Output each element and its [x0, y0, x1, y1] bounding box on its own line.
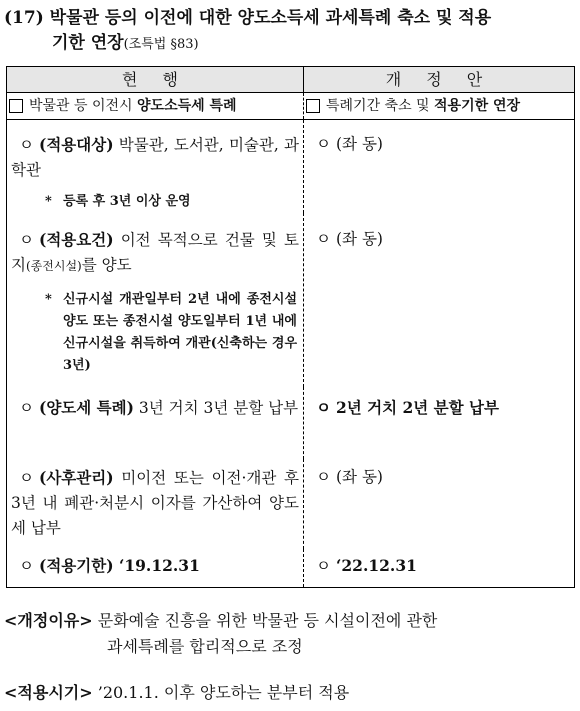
table-row: [7, 120, 575, 214]
effective-section: [4, 680, 349, 706]
subheader-proposed-text: 특례기간 축소 및: [326, 98, 435, 114]
checkbox-icon: [9, 99, 23, 113]
item-text: ‘19.12.31: [113, 556, 200, 575]
bullet-icon: ㅇ: [19, 231, 34, 249]
effective-label: <적용시기>: [4, 683, 93, 702]
subheader-current: [7, 93, 304, 120]
current-cell: [7, 549, 304, 588]
proposed-cell: [304, 213, 575, 387]
asterisk-icon: *: [45, 194, 52, 209]
table-row: [7, 387, 575, 459]
title-line-1: (17) 박물관 등의 이전에 대한 양도소득세 과세특례 축소 및 적용: [4, 8, 492, 28]
bullet-icon: ㅇ: [19, 557, 34, 575]
proposed-item: [304, 549, 574, 579]
checkbox-icon: [306, 99, 320, 113]
reason-text-2: 과세특례를 합리적으로 조정: [107, 637, 303, 656]
effective-text: ’20.1.1. 이후 양도하는 분부터 적용: [97, 683, 350, 702]
item-text-end: 를 양도: [81, 256, 132, 274]
bullet-icon: ㅇ: [316, 135, 331, 153]
item-text-small: (종전시설): [25, 259, 82, 273]
item-label: (사후관리): [39, 468, 114, 487]
item-text: ‘22.12.31: [336, 556, 417, 575]
proposed-item: [304, 213, 574, 252]
table-row: [7, 549, 575, 588]
bullet-icon: ㅇ: [316, 230, 331, 248]
proposed-cell: [304, 459, 575, 549]
current-cell: [7, 213, 304, 387]
footnote-text: 신규시설 개관일부터 2년 내에 종전시설 양도 또는 종전시설 양도일부터 1년 내에 신규시설을 취득하여 개관(신축하는 경우 3년): [63, 292, 297, 373]
reason-text-1: 문화예술 진흥을 위한 박물관 등 시설이전에 관한: [97, 611, 438, 630]
bullet-icon: ㅇ: [316, 557, 331, 575]
current-item: [7, 549, 303, 579]
current-item: [7, 387, 303, 421]
table-row: [7, 213, 575, 387]
item-label: (양도세 특례): [39, 398, 134, 417]
proposed-item: [304, 387, 574, 420]
item-text: 미이전 또는 이전·개관 후 3년 내 폐관·처분시 이자를 가산하여 양도세 납부: [11, 469, 299, 537]
current-item: [7, 120, 303, 183]
bullet-icon: ㅇ: [316, 398, 331, 417]
item-text: 2년 거치 2년 분할 납부: [336, 398, 499, 417]
proposed-cell: [304, 387, 575, 459]
item-text: (좌 동): [336, 230, 383, 248]
bullet-icon: ㅇ: [316, 468, 331, 486]
footnote: [7, 279, 303, 377]
current-item: [7, 213, 303, 279]
current-cell: [7, 120, 304, 214]
item-label: (적용요건): [39, 230, 114, 249]
proposed-cell: [304, 549, 575, 588]
footnote-text: 등록 후 3년 이상 운영: [63, 194, 191, 209]
reason-label: <개정이유>: [4, 611, 93, 630]
bullet-icon: ㅇ: [19, 469, 34, 487]
item-label: (적용기한): [39, 556, 114, 575]
reason-line-1: [4, 608, 576, 634]
proposed-cell: [304, 120, 575, 214]
asterisk-icon: *: [45, 292, 52, 307]
header-proposed: 개 정 안: [304, 67, 575, 93]
proposed-item: [304, 459, 574, 490]
subheader-proposed: [304, 93, 575, 120]
item-text: 3년 거치 3년 분할 납부: [133, 399, 299, 417]
item-label: (적용대상): [39, 135, 114, 154]
bullet-icon: ㅇ: [19, 136, 34, 154]
current-item: [7, 459, 303, 541]
proposed-item: [304, 120, 574, 157]
current-cell: [7, 387, 304, 459]
item-text: 박물관, 도서관, 미술관, 과학관: [11, 136, 299, 179]
subheader-proposed-bold: 적용기한 연장: [434, 98, 521, 114]
subheader-current-bold: 양도소득세 특례: [137, 98, 237, 114]
title-line-2-text: 기한 연장: [52, 33, 124, 53]
item-text: 이전 목적으로 건물 및 토지: [11, 231, 299, 274]
table-row: [7, 459, 575, 549]
subheader-current-text: 박물관 등 이전시: [29, 98, 138, 114]
bullet-icon: ㅇ: [19, 399, 34, 417]
current-cell: [7, 459, 304, 549]
section-title: [4, 6, 576, 57]
reason-section: [4, 608, 576, 660]
law-reference: (조특법 §83): [123, 37, 199, 52]
item-text: (좌 동): [336, 468, 383, 486]
header-current: 현 행: [7, 67, 304, 93]
comparison-table: [6, 66, 575, 588]
title-line-2: [4, 31, 576, 57]
footnote: [7, 183, 303, 213]
item-text: (좌 동): [336, 135, 383, 153]
